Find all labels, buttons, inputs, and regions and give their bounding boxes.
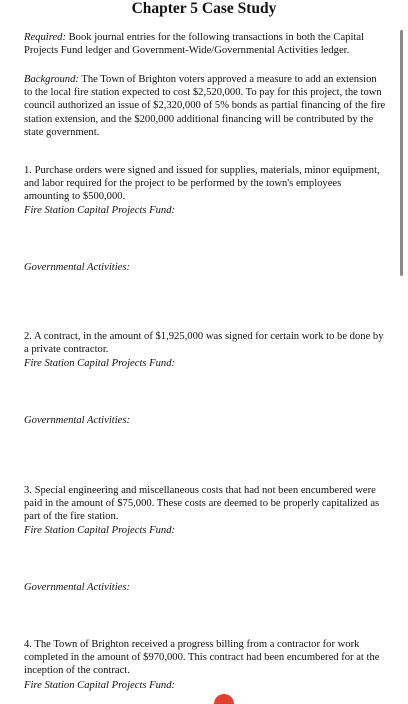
transaction-1-fund-label: Fire Station Capital Projects Fund:: [24, 205, 176, 216]
background-label: Background:: [24, 74, 79, 85]
background-paragraph: [24, 73, 386, 139]
background-text: The Town of Brighton voters approved a measure to add an extension to the local fire station expected to cost $2,520,000. To pay for this project, the town council authorized an issue of $2,320,000 of 5% bonds as partial financing of the fire station extension, and the $200,000 additional financing will be contributed by the state government.: [24, 74, 386, 138]
required-label: Required:: [24, 32, 66, 43]
transaction-2-text: 2. A contract, in the amount of $1,925,000 was signed for certain work to be done by a private contractor.: [24, 331, 384, 356]
transaction-4-text: 4. The Town of Brighton received a progress billing from a contractor for work completed in the amount of $970,000. This contract had been encumbered for at the inception of the contract.: [24, 639, 380, 677]
transaction-4-fund-label: Fire Station Capital Projects Fund:: [24, 680, 176, 691]
transaction-3-fund-label: Fire Station Capital Projects Fund:: [24, 525, 176, 536]
transaction-3-gov-label: Governmental Activities:: [24, 582, 131, 593]
required-text: Book journal entries for the following transactions in both the Capital Projects Fund ledger and Government-Wide/Governmental Activities ledger.: [24, 32, 365, 57]
vertical-scrollbar[interactable]: [400, 30, 403, 276]
transaction-1-text: 1. Purchase orders were signed and issued for supplies, materials, minor equipment, and labor required for the project to be performed by the town's employees amounting to $500,000.: [24, 165, 380, 203]
transaction-1-gov-label: Governmental Activities:: [24, 262, 131, 273]
transaction-2-fund-label: Fire Station Capital Projects Fund:: [24, 358, 176, 369]
required-paragraph: [24, 31, 386, 57]
page-title: Chapter 5 Case Study: [131, 0, 277, 17]
transaction-3-text: 3. Special engineering and miscellaneous costs that had not been encumbered were paid in the amount of $75,000. These costs are deemed to be properly capitalized as part of the fire station.: [24, 485, 380, 523]
transaction-2-gov-label: Governmental Activities:: [24, 415, 131, 426]
